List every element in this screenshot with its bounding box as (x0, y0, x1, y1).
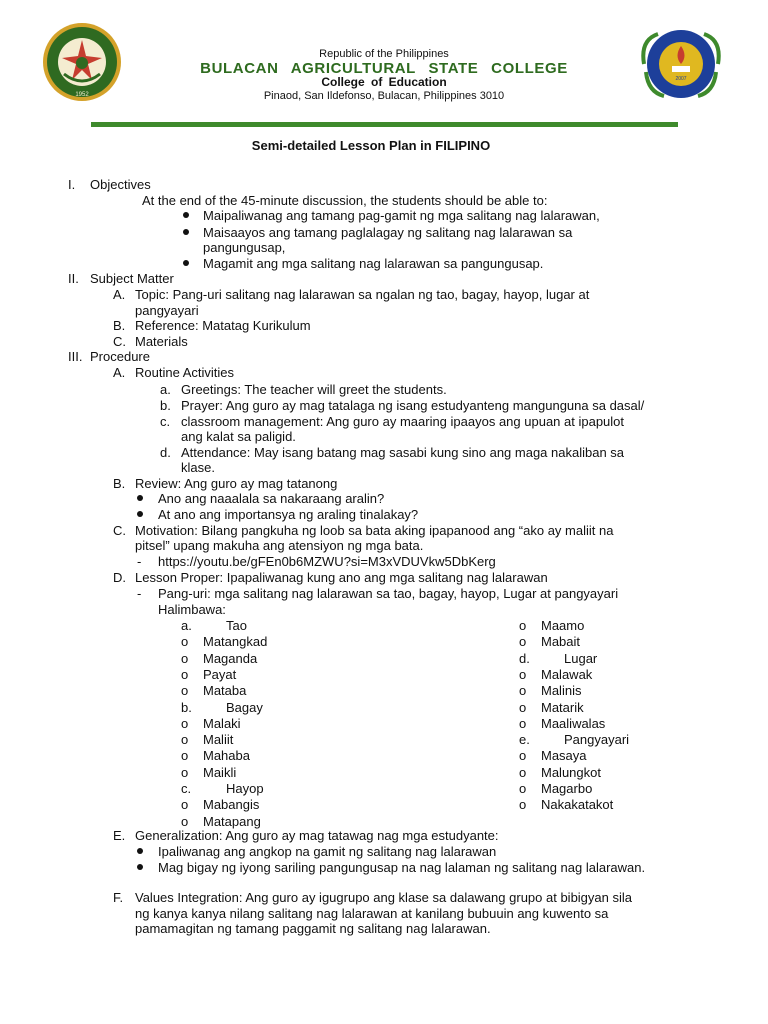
republic-line: Republic of the Philippines (319, 48, 449, 60)
subject-materials: Materials (135, 334, 188, 349)
pang-uri-definition: Pang-uri: mga salitang nag lalarawan sa tao, bagay, hayop, Lugar at pangyayari (158, 586, 619, 601)
example-category: Pangyayari (564, 732, 630, 748)
example-word: Masaya (541, 748, 587, 764)
bullet (183, 212, 189, 218)
section-number: III. (68, 349, 83, 364)
example-bullet-marker: o (181, 666, 189, 682)
example-bullet-marker: o (519, 683, 527, 699)
item-label: B. (113, 476, 126, 491)
motivation-text-continuation: pitsel” upang makuha ang atensiyon ng mga bata. (135, 538, 424, 553)
item-label: D. (113, 570, 126, 585)
values-integration-text-continuation: ng kanya kanya nilang salitang nag lalarawan at kanilang bubuuin ang kuwento sa (135, 906, 609, 921)
routine-activities-heading: Routine Activities (135, 365, 234, 380)
section-number: II. (68, 271, 79, 286)
generalization-item: Mag bigay ng iyong sariling pangungusap na nag lalaman ng salitang nag lalarawan. (158, 860, 646, 875)
example-category-label: d. (519, 650, 530, 666)
dash-marker: - (137, 554, 142, 569)
example-bullet-marker: o (519, 666, 527, 682)
example-bullet-marker: o (519, 715, 527, 731)
halimbawa-label: Halimbawa: (158, 602, 226, 617)
item-label: c. (160, 414, 171, 429)
department-name: College of Education (321, 75, 447, 89)
objective-item: Magamit ang mga salitang nag lalarawan sa pangungusap. (203, 256, 544, 271)
item-label: d. (160, 445, 171, 460)
example-word: Payat (203, 666, 237, 682)
example-category: Tao (226, 618, 247, 633)
example-word: Maliit (203, 732, 234, 748)
section-title-objectives: Objectives (90, 177, 151, 192)
example-category-label: c. (181, 781, 192, 796)
example-word: Mahaba (203, 748, 250, 764)
example-bullet-marker: o (181, 813, 189, 829)
bullet (183, 260, 189, 266)
objectives-intro: At the end of the 45-minute discussion, the students should be able to: (142, 193, 548, 208)
svg-text:1952: 1952 (75, 92, 89, 98)
item-label: C. (113, 334, 126, 349)
example-category-label: b. (181, 699, 192, 715)
bullet (137, 864, 143, 870)
svg-text:2007: 2007 (675, 76, 687, 82)
section-title-subject-matter: Subject Matter (90, 271, 174, 286)
values-integration-text: Values Integration: Ang guro ay igugrupo ang klase sa dalawang grupo at bibigyan sila (135, 890, 632, 905)
example-word: Malungkot (541, 764, 601, 780)
example-bullet-marker: o (181, 650, 189, 666)
example-bullet-marker: o (519, 748, 527, 764)
bullet (137, 511, 143, 517)
bullet (183, 229, 189, 235)
document-title: Semi-detailed Lesson Plan in FILIPINO (251, 138, 491, 153)
values-integration-text-continuation: pamamagitan ng tamang paggamit ng salitang nag lalarawan. (135, 921, 491, 936)
example-bullet-marker: o (519, 699, 527, 715)
example-bullet-marker: o (519, 634, 527, 650)
subject-reference: Reference: Matatag Kurikulum (135, 318, 311, 333)
item-label: A. (113, 365, 126, 380)
subject-topic-continuation: pangyayari (135, 303, 199, 318)
section-number: I. (68, 177, 76, 192)
example-word: Magarbo (541, 781, 593, 796)
item-label: F. (113, 890, 124, 905)
example-category-label: e. (519, 732, 530, 748)
example-word: Mataba (203, 683, 247, 699)
example-category-label: a. (181, 618, 192, 633)
example-bullet-marker: o (519, 797, 527, 813)
example-word: Maikli (203, 764, 237, 780)
example-word: Maganda (203, 650, 258, 666)
generalization-text: Generalization: Ang guro ay mag tatawag nag mga estudyante: (135, 828, 499, 843)
college-address: Pinaod, San Ildefonso, Bulacan, Philippines 3010 (263, 90, 505, 102)
generalization-item: Ipaliwanag ang angkop na gamit ng salitang nag lalarawan (158, 844, 497, 859)
routine-classroom-management-continuation: ang kalat sa paligid. (181, 429, 296, 444)
item-label: A. (113, 287, 126, 302)
example-category: Lugar (564, 650, 598, 666)
example-word: Malawak (541, 666, 593, 682)
example-category: Bagay (226, 699, 263, 715)
example-bullet-marker: o (519, 764, 527, 780)
example-word: Nakakatakot (541, 797, 614, 813)
header-divider (91, 122, 678, 127)
example-word: Mabait (541, 634, 581, 650)
routine-attendance: Attendance: May isang batang mag sasabi kung sino ang maga nakaliban sa (181, 445, 625, 460)
review-question: Ano ang naaalala sa nakaraang aralin? (158, 491, 385, 506)
example-word: Maaliwalas (541, 715, 606, 731)
section-title-procedure: Procedure (90, 349, 150, 364)
item-label: a. (160, 382, 171, 397)
bullet (137, 848, 143, 854)
example-bullet-marker: o (181, 683, 189, 699)
example-word: Matangkad (203, 634, 268, 650)
review-heading: Review: Ang guro ay mag tatanong (135, 476, 338, 491)
review-question: At ano ang importansya ng araling tinalakay? (158, 507, 419, 522)
example-bullet-marker: o (519, 781, 527, 796)
item-label: C. (113, 523, 126, 538)
bullet (137, 495, 143, 501)
subject-topic: Topic: Pang-uri salitang nag lalarawan sa ngalan ng tao, bagay, hayop, lugar at (135, 287, 590, 302)
example-bullet-marker: o (181, 764, 189, 780)
example-word: Maamo (541, 618, 585, 633)
routine-prayer: Prayer: Ang guro ay mag tatalaga ng isang estudyanteng mangunguna sa dasal/ (181, 398, 645, 413)
example-bullet-marker: o (519, 618, 527, 633)
motivation-video-link[interactable]: https://youtu.be/gFEn0b6MZWU?si=M3xVDUVkw5DbKerg (158, 554, 496, 569)
objective-item-continuation: pangungusap, (203, 240, 286, 255)
item-label: b. (160, 398, 171, 413)
example-bullet-marker: o (181, 715, 189, 731)
example-bullet-marker: o (181, 748, 189, 764)
item-label: E. (113, 828, 126, 843)
example-word: Malaki (203, 715, 241, 731)
example-bullet-marker: o (181, 732, 189, 748)
objective-item: Maipaliwanag ang tamang pag-gamit ng mga salitang nag lalarawan, (203, 208, 600, 223)
example-bullet-marker: o (181, 634, 189, 650)
example-word: Malinis (541, 683, 582, 699)
example-category: Hayop (226, 781, 264, 796)
motivation-text: Motivation: Bilang pangkuha ng loob sa bata aking ipapanood ang “ako ay maliit na (135, 523, 614, 538)
routine-attendance-continuation: klase. (181, 460, 215, 475)
lesson-proper-text: Lesson Proper: Ipapaliwanag kung ano ang mga salitang nag lalarawan (135, 570, 548, 585)
example-word: Matapang (203, 813, 261, 829)
example-bullet-marker: o (181, 797, 189, 813)
objective-item: Maisaayos ang tamang paglalagay ng salitang nag lalarawan sa (203, 225, 573, 240)
example-word: Matarik (541, 699, 584, 715)
routine-classroom-management: classroom management: Ang guro ay maaring ipaayos ang upuan at ipapulot (181, 414, 625, 429)
example-word: Mabangis (203, 797, 260, 813)
dash-marker: - (137, 586, 142, 601)
routine-greetings: Greetings: The teacher will greet the students. (181, 382, 447, 397)
college-name: BULACAN AGRICULTURAL STATE COLLEGE (200, 60, 568, 77)
item-label: B. (113, 318, 126, 333)
